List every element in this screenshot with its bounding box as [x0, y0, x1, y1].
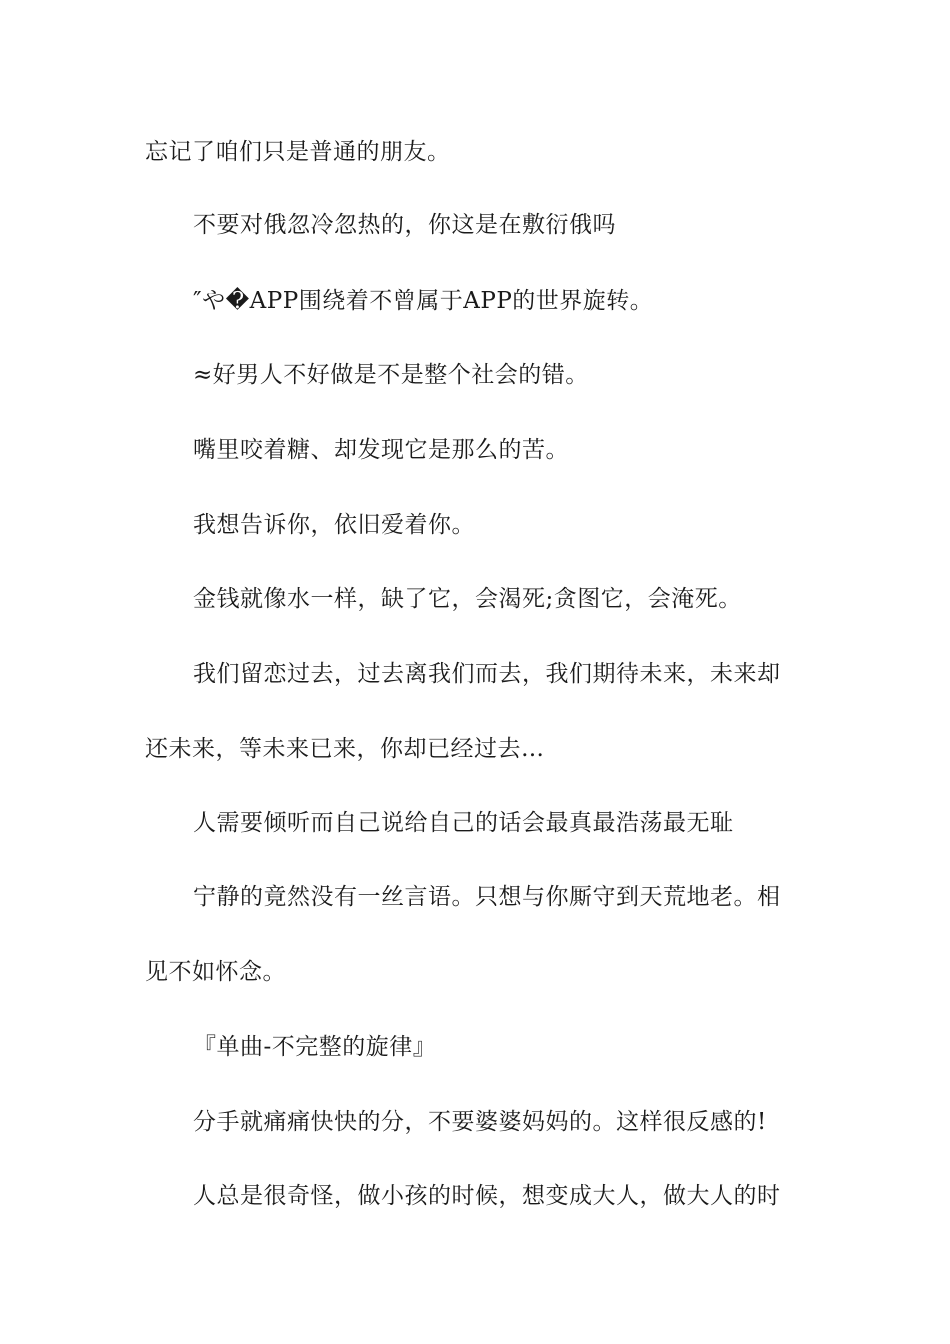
text-line-15: 人总是很奇怪，做小孩的时候，想变成大人，做大人的时 — [193, 1183, 781, 1209]
text-line-10: 人需要倾听而自己说给自己的话会最真最浩荡最无耻 — [193, 810, 734, 836]
text-line-6: 我想告诉你，依旧爱着你。 — [193, 512, 475, 538]
text-line-2: 不要对俄忽冷忽热的，你这是在敷衍俄吗 — [193, 212, 616, 238]
text-line-4: ≈好男人不好做是不是整个社会的错。 — [193, 362, 589, 388]
text-line-7: 金钱就像水一样，缺了它，会渴死;贪图它，会淹死。 — [193, 586, 742, 612]
text-line-8: 我们留恋过去，过去离我们而去，我们期待未来，未来却 — [193, 661, 781, 687]
text-line-12: 见不如怀念。 — [145, 959, 286, 985]
text-line-9: 还未来，等未来已来，你却已经过去… — [145, 736, 545, 762]
text-line-3: ″や�APP围绕着不曾属于APP的世界旋转。 — [193, 288, 654, 314]
text-line-5: 嘴里咬着糖、却发现它是那么的苦。 — [193, 437, 569, 463]
text-line-14: 分手就痛痛快快的分，不要婆婆妈妈的。这样很反感的! — [193, 1109, 767, 1135]
text-line-11: 宁静的竟然没有一丝言语。只想与你厮守到天荒地老。相 — [193, 884, 781, 910]
text-line-13: 『单曲-不完整的旋律』 — [193, 1034, 437, 1060]
text-line-1: 忘记了咱们只是普通的朋友。 — [145, 139, 451, 165]
